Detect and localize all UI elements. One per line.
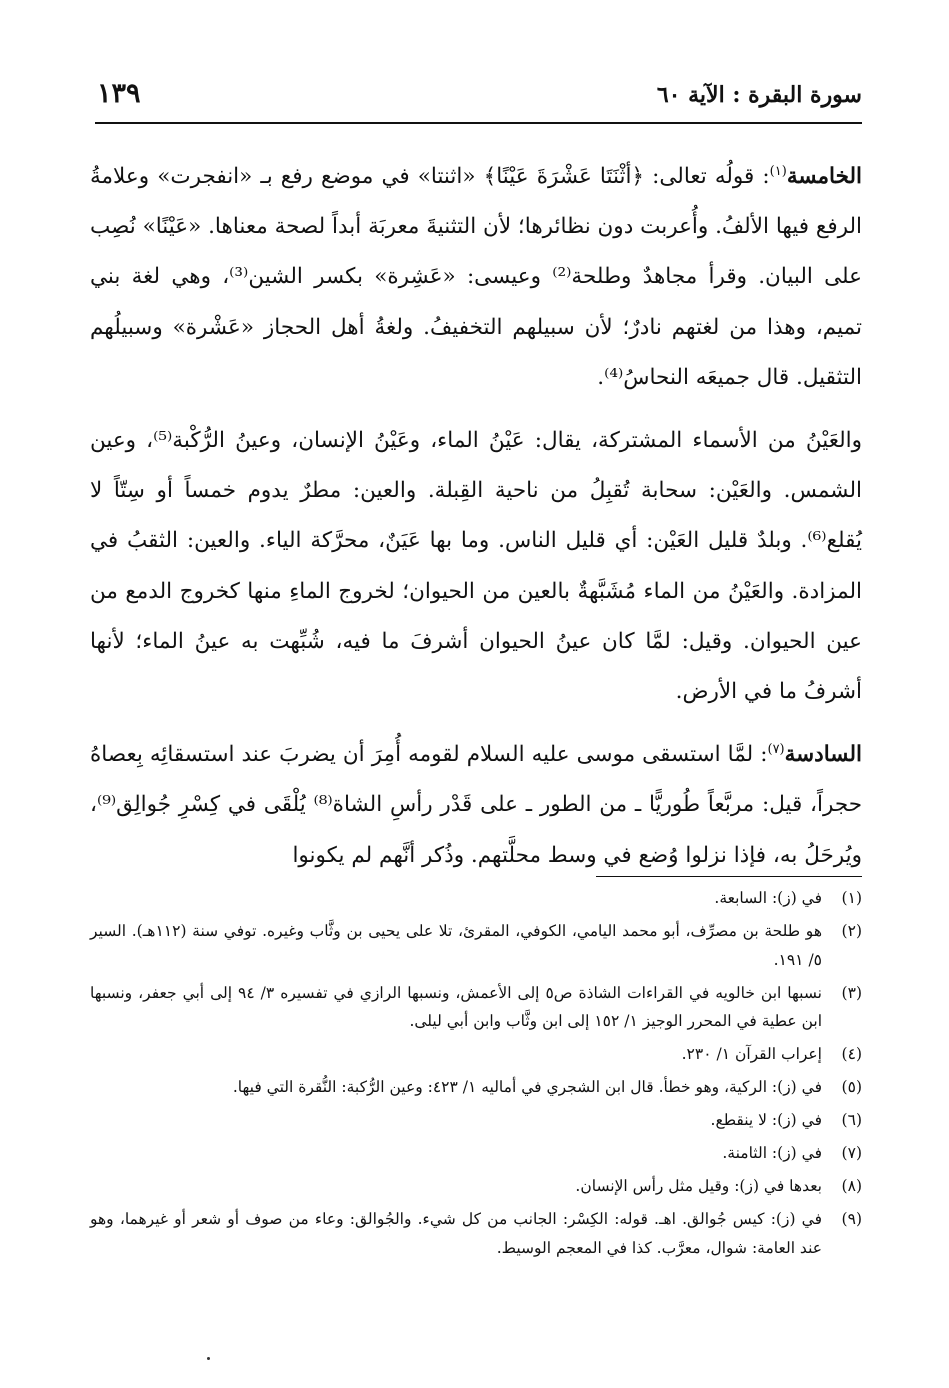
footnote-ref: (١) [769,163,787,179]
page-number: ١٣٩ [97,78,141,109]
footnote [90,1040,862,1069]
paragraph-fifth-issue [90,152,862,403]
footnote-text: هو طلحة بن مصرِّف، أبو محمد اليامي، الكوفي، المقرئ، تلا على يحيى بن وثَّاب وغيره. توفي سنة (١١٢هـ). السير ٥/ ١٩١. [90,922,822,969]
footnotes [90,884,862,1267]
footnote-text: في (ز): لا ينقطع. [710,1111,822,1129]
footnote-text: في (ز): الثامنة. [722,1144,822,1162]
footnote-number: (٧) [841,1144,862,1162]
footnote [90,1172,862,1201]
footnote-number: (٣) [841,983,862,1002]
footnote-text: بعدها في (ز): وقيل مثل رأس الإنسان. [575,1177,822,1195]
footnote-number: (٩) [841,1210,862,1228]
paragraph-text: والعَيْنُ من الأسماء المشتركة، يقال: عَيْنُ الماء، وعَيْنُ الإنسان، وعينُ الرُّكْبة⁽⁵⁾، وعين الشمس. والعَيْن: سحابة تُقبِلُ من ناحية القِبلة. والعين: مطرٌ يدوم خمساً أو سِتّاً لا يُقلع⁽⁶⁾. وبلدٌ قليل العَيْن: أي قليل الناس. وما بها عَيَنٌ، محرَّكة الياء. والعين: الثقبُ في المزادة. والعَيْنُ من الماء مُشَبَّهةٌ بالعين من الحيوان؛ لخروج الماءِ منها كخروج الدمع من عين الحيوان. وقيل: لمَّا كان عينُ الحيوان أشرفَ ما فيه، شُبِّهت به عينُ الماء؛ لأنها أشرفُ ما في الأرض. [90,428,862,705]
footnote-text: إعراب القرآن ١/ ٢٣٠. [681,1045,822,1063]
footnote-number: (٢) [841,922,862,940]
footnote [90,884,862,913]
footnote-text: في (ز): الركية، وهو خطأ. قال ابن الشجري في أماليه ١/ ٤٢٣: وعين الرُّكبة: النُّقرة التي فيها. [232,1078,822,1096]
footnote-text: في (ز): السابعة. [714,889,822,907]
main-text [90,152,862,881]
footnote-text: نسبها ابن خالويه في القراءات الشاذة ص٥ إلى الأعمش، ونسبها الرازي في تفسيره ٣/ ٩٤ إلى أبي جعفر، ونسبها ابن عطية في المحرر الوجيز ١/ ١٥٢ إلى ابن وثَّاب وابن أبي ليلى. [90,983,822,1030]
paragraph-lead: الخامسة [786,164,862,189]
footnote-ref: (٧) [767,742,785,758]
paragraph-sixth-issue [90,730,862,881]
paragraph-ayn-meanings [90,416,862,717]
footnote-number: (٤) [841,1045,862,1063]
footnote [90,1106,862,1135]
footnote [90,1073,862,1102]
footnote-divider [596,876,862,877]
footnote [90,1139,862,1168]
footnote-number: (١) [841,889,862,907]
footnote-number: (٥) [841,1078,862,1096]
paragraph-text: : لمَّا استسقى موسى عليه السلام لقومه أُمِرَ أن يضربَ عند استسقائِه بِعصاهُ حجراً، قيل: مربَّعاً طُوريًّا ـ من الطور ـ على قَدْر رأسِ الشاة⁽⁸⁾ يُلْقَى في كِسْرِ جُوالِق⁽⁹⁾، ويُرحَلُ به، فإذا نزلوا وُضع في وسط محلَّتهم. وذُكر أنَّهم لم يكونوا [90,742,862,868]
footnote [90,1205,862,1262]
footnote-number: (٦) [841,1111,862,1129]
footnote-text: في (ز): كيس جُوالق. اهـ. قوله: الكِسْر: الجانب من كل شيء. والجُوالق: وعاء من صوف أو شعر أو غيرهما، وهو عند العامة: شوال، معرَّب. كذا في المعجم الوسيط. [90,1210,822,1257]
footnote-number: (٨) [841,1177,862,1195]
ink-speck [207,1357,210,1360]
footnote [90,979,862,1036]
paragraph-text: : قولُه تعالى: ﴿أثْنَتَا عَشْرَةَ عَيْنًا﴾ «اثنتا» في موضع رفع بـ «انفجرت» وعلامةُ الرفع فيها الألفُ. وأُعربت دون نظائرها؛ لأن التثنيةَ معربَة أبداً لصحة معناها. «عَيْنًا» نُصِب على البيان. وقرأ مجاهدٌ وطلحة⁽²⁾ وعيسى: «عَشِرة» بكسر الشين⁽³⁾، وهي لغة بني تميم، وهذا من لغتهم نادرٌ؛ لأن سبيلهم التخفيفُ. ولغةُ أهل الحجاز «عَشْرة» وسبيلُهم التثقيل. قال جميعَه النحاسُ⁽⁴⁾. [90,164,862,390]
running-header [95,78,862,124]
surah-title: سورة البقرة : الآية ٦٠ [656,82,862,108]
footnote [90,917,862,974]
paragraph-lead: السادسة [784,742,862,768]
